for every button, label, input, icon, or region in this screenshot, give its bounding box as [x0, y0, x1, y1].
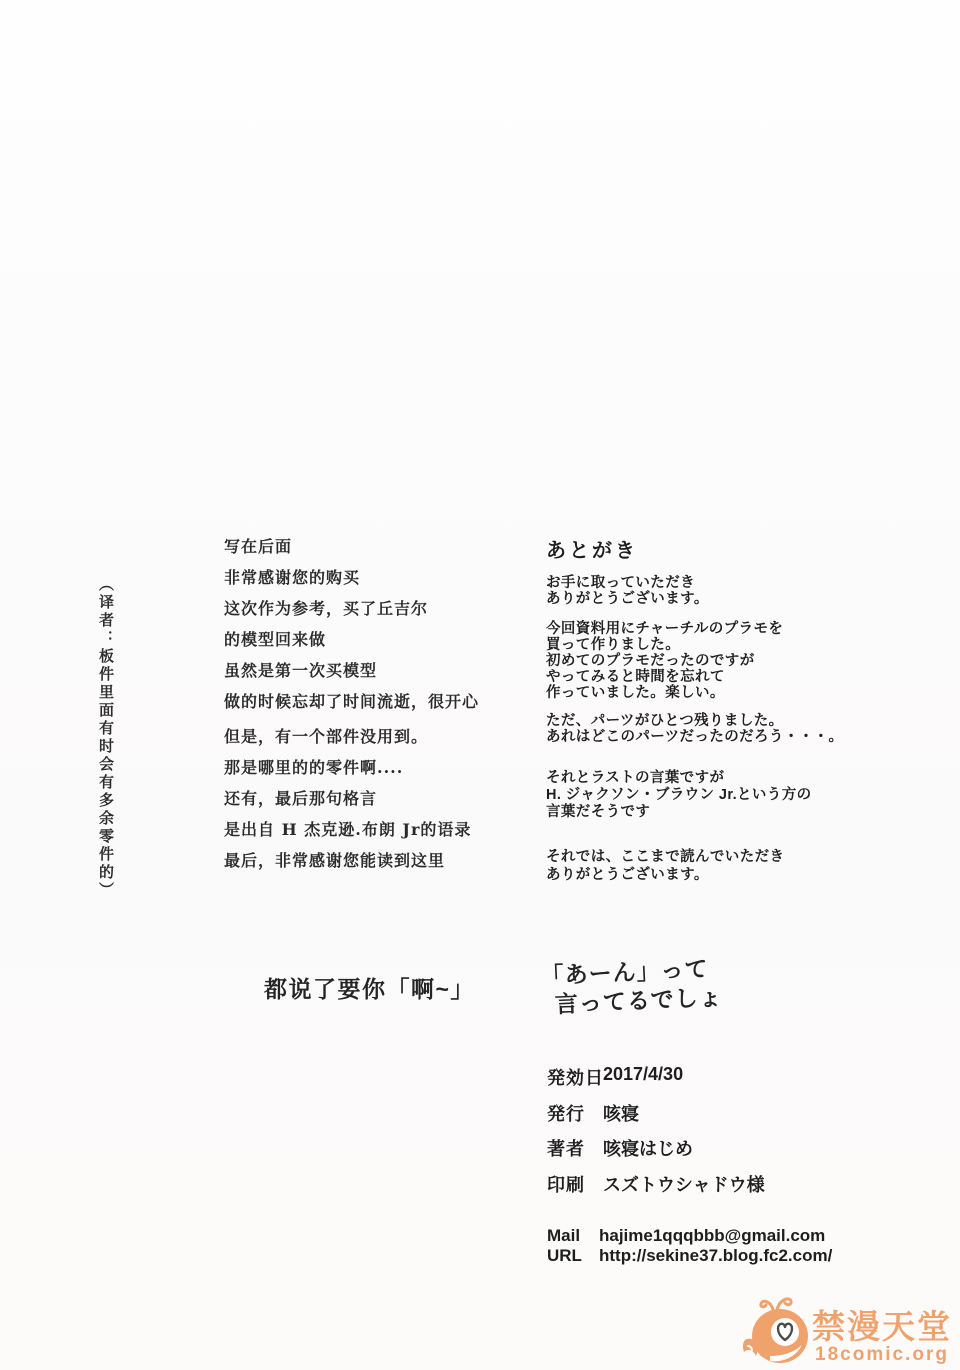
- afterword-paragraph: [546, 848, 784, 884]
- watermark-site-name: 禁漫天堂: [812, 1308, 952, 1345]
- afterword-line: お手に取っていただき: [546, 575, 695, 591]
- chinese-afterword-line: 非常感谢您的购买: [224, 568, 361, 587]
- contact-row-url: [547, 1246, 832, 1266]
- contact-email: hajime1qqqbbb@gmail.com: [599, 1226, 826, 1245]
- colophon-row-issue-date: [547, 1064, 683, 1090]
- chinese-afterword-line: 做的时候忘却了时间流逝，很开心: [224, 692, 480, 711]
- contact-url: http://sekine37.blog.fc2.com/: [599, 1246, 833, 1265]
- afterword-paragraph: [546, 770, 812, 821]
- whale-heart-mascot-icon: [740, 1292, 810, 1366]
- chinese-afterword-line: 还有，最后那句格言: [224, 789, 378, 808]
- colophon-label: 発行: [547, 1104, 585, 1124]
- afterword-line: ありがとうございます。: [546, 867, 709, 883]
- contact-label: Mail: [547, 1226, 581, 1245]
- watermark-site-url: 18comic.org: [815, 1344, 949, 1365]
- watermark-text: [812, 1310, 952, 1366]
- colophon-label: 発効日: [547, 1068, 604, 1088]
- chinese-afterword-line: 最后，非常感谢您能读到这里: [224, 851, 446, 870]
- colophon-label: 著者: [547, 1139, 585, 1159]
- book-title-chinese: 都说了要你「啊~」: [264, 976, 475, 1002]
- afterword-line: やってみると時間を忘れて: [546, 669, 725, 685]
- chinese-afterword-line: 这次作为参考，买了丘吉尔: [224, 599, 429, 618]
- colophon-row-publisher: [547, 1100, 639, 1126]
- afterword-line: 言葉だそうです: [546, 804, 651, 820]
- colophon-value: スズトウシャドウ様: [603, 1175, 765, 1195]
- contact-row-mail: [547, 1226, 825, 1246]
- afterword-paragraph: [546, 575, 709, 607]
- chinese-afterword-line: 写在后面: [224, 537, 293, 556]
- book-title-japanese: [540, 954, 723, 1020]
- afterword-line: H. ジャクソン・ブラウン Jr.という方の: [546, 787, 812, 803]
- colophon-value: 咳寝: [603, 1104, 639, 1124]
- afterword-line: 作っていました。楽しい。: [546, 685, 725, 701]
- afterword-heading: あとがき: [546, 540, 638, 562]
- afterword-line: 今回資料用にチャーチルのプラモを: [546, 621, 784, 637]
- book-title-japanese-line1: 「あーん」って: [540, 955, 710, 989]
- chinese-afterword-line: 的模型回来做: [224, 630, 327, 649]
- chinese-afterword-line: 虽然是第一次买模型: [224, 661, 378, 680]
- colophon-row-author: [547, 1135, 693, 1161]
- afterword-line: それでは、ここまで読んでいただき: [546, 849, 785, 865]
- book-title-japanese-line2: 言ってるでしょ: [554, 983, 724, 1018]
- chinese-afterword-line: 但是，有一个部件没用到。: [224, 727, 429, 746]
- afterword-line: あれはどこのパーツだったのだろう・・・。: [546, 729, 844, 745]
- afterword-line: それとラストの言葉ですが: [546, 770, 725, 786]
- afterword-line: ただ、パーツがひとつ残りました。: [546, 713, 784, 729]
- afterword-line: 買って作りました。: [546, 637, 681, 653]
- site-watermark: [740, 1292, 952, 1366]
- afterword-line: ありがとうございます。: [546, 591, 709, 607]
- afterword-line: 初めてのプラモだったのですが: [546, 653, 755, 669]
- colophon-value: 2017/4/30: [603, 1064, 684, 1084]
- colophon-value: 咳寝はじめ: [603, 1139, 693, 1159]
- translator-vertical-note: （译者：板件里面有时会有多余零件的）: [97, 576, 115, 900]
- chinese-afterword-column: [224, 531, 479, 876]
- chinese-afterword-line: 是出自 H 杰克逊.布朗 Jr的语录: [224, 820, 472, 839]
- colophon-label: 印刷: [547, 1175, 585, 1195]
- chinese-afterword-line: 那是哪里的的零件啊....: [224, 758, 404, 777]
- contact-label: URL: [547, 1246, 582, 1265]
- afterword-paragraph: [546, 713, 843, 745]
- afterword-paragraph: [546, 621, 783, 701]
- colophon-row-printer: [547, 1171, 765, 1197]
